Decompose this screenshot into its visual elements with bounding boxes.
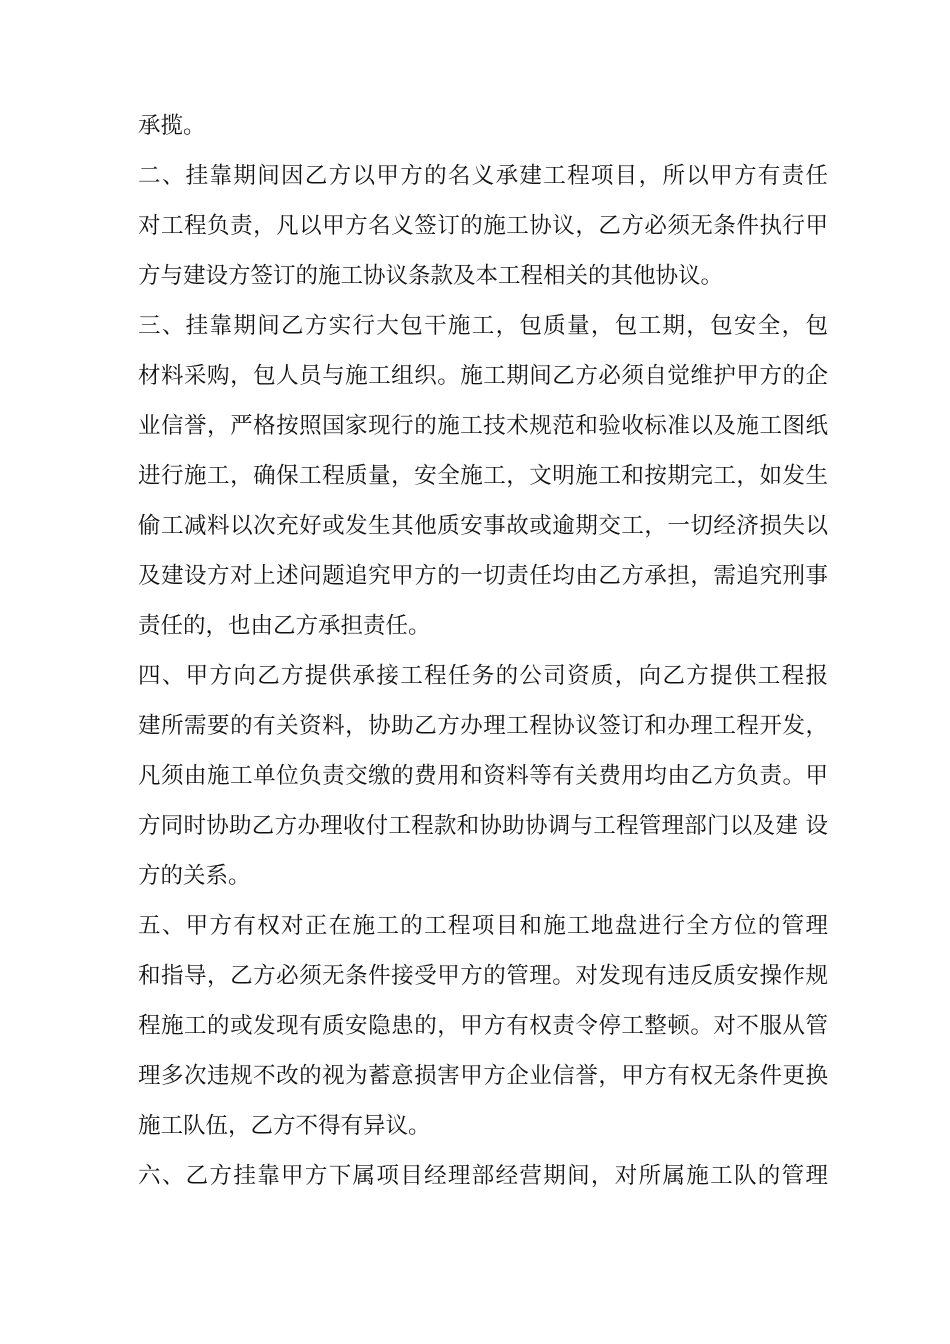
text-line: 六、乙方挂靠甲方下属项目经理部经营期间，对所属施工队的管理 (138, 1163, 828, 1189)
text-line: 业信誉，严格按照国家现行的施工技术规范和验收标准以及施工图纸 (138, 413, 828, 439)
text-line: 四、甲方向乙方提供承接工程任务的公司资质，向乙方提供工程报 (138, 663, 828, 689)
text-line: 五、甲方有权对正在施工的工程项目和施工地盘进行全方位的管理 (138, 913, 828, 939)
text-line: 对工程负责，凡以甲方名义签订的施工协议，乙方必须无条件执行甲 (138, 213, 828, 239)
text-line: 程施工的或发现有质安隐患的，甲方有权责令停工整顿。对不服从管 (138, 1013, 828, 1039)
text-line: 二、挂靠期间因乙方以甲方的名义承建工程项目，所以甲方有责任 (138, 163, 828, 189)
text-line: 理多次违规不改的视为蓄意损害甲方企业信誉，甲方有权无条件更换 (138, 1063, 828, 1089)
text-line: 承揽。 (138, 113, 206, 139)
text-line: 方同时协助乙方办理收付工程款和协助协调与工程管理部门以及建 设 (138, 813, 828, 839)
text-line: 建所需要的有关资料，协助乙方办理工程协议签订和办理工程开发， (138, 713, 828, 739)
text-line: 凡须由施工单位负责交缴的费用和资料等有关费用均由乙方负责。甲 (138, 763, 828, 789)
text-line: 施工队伍，乙方不得有异议。 (138, 1113, 431, 1139)
text-line: 三、挂靠期间乙方实行大包干施工，包质量，包工期，包安全，包 (138, 313, 828, 339)
text-line: 方的关系。 (138, 863, 251, 889)
text-line: 责任的，也由乙方承担责任。 (138, 613, 431, 639)
text-line: 和指导，乙方必须无条件接受甲方的管理。对发现有违反质安操作规 (138, 963, 828, 989)
text-line: 及建设方对上述问题追究甲方的一切责任均由乙方承担，需追究刑事 (138, 563, 828, 589)
text-line: 材料采购，包人员与施工组织。施工期间乙方必须自觉维护甲方的企 (138, 363, 828, 389)
text-line: 方与建设方签订的施工协议条款及本工程相关的其他协议。 (138, 263, 724, 289)
text-line: 进行施工，确保工程质量，安全施工，文明施工和按期完工，如发生 (138, 463, 828, 489)
text-line: 偷工减料以次充好或发生其他质安事故或逾期交工，一切经济损失以 (138, 513, 828, 539)
